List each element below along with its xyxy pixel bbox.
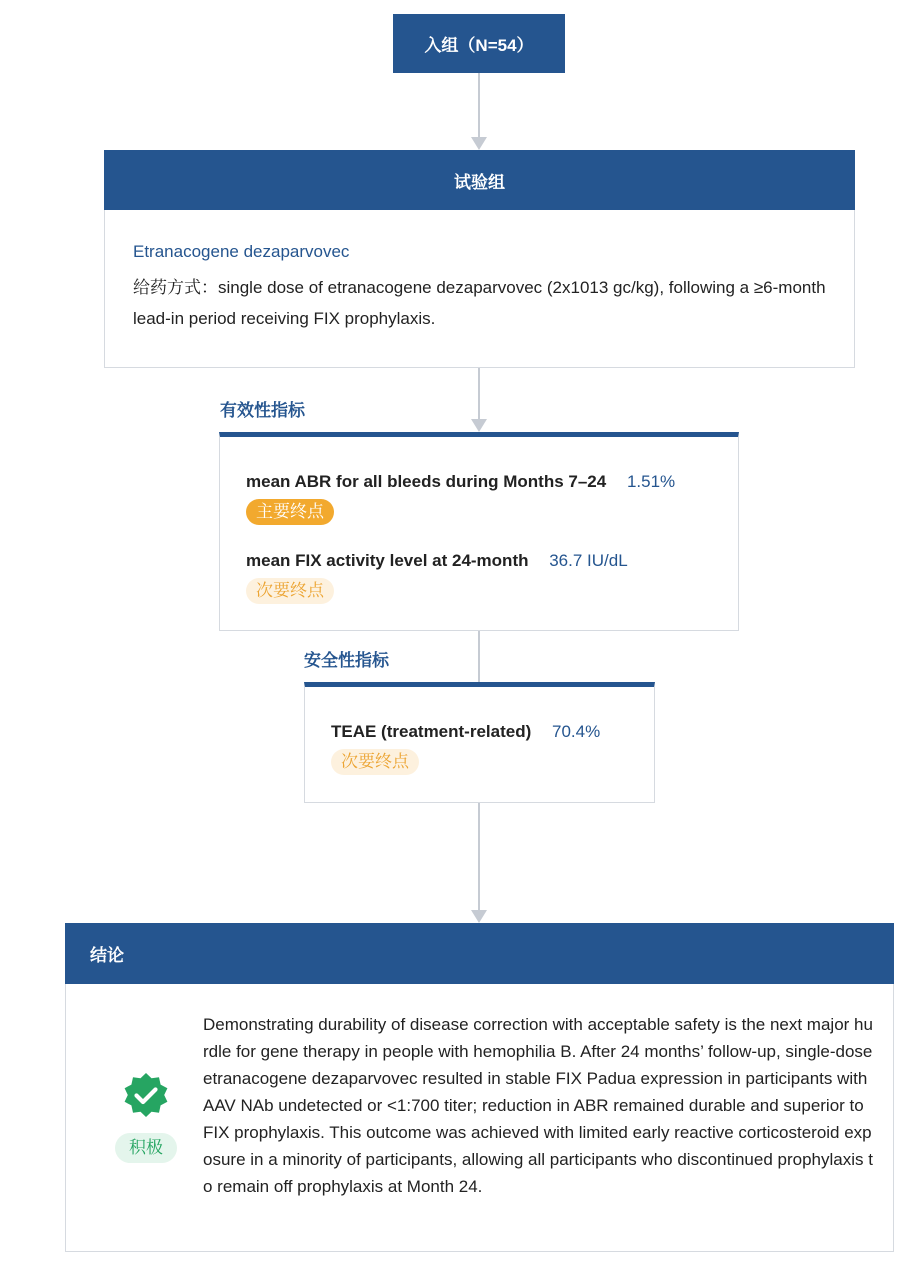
secondary-endpoint-tag: 次要终点 — [246, 578, 334, 604]
arrow-down-icon — [471, 137, 487, 150]
conclusion-title: 结论 — [90, 946, 124, 965]
enrollment-box — [393, 14, 565, 73]
efficacy-section-title: 有效性指标 — [220, 401, 305, 420]
enrollment-label: 入组（N=54） — [424, 36, 534, 55]
connector-enroll-to-group — [478, 73, 480, 137]
metric-name: mean ABR for all bleeds during Months 7–24 — [246, 472, 607, 491]
metric-value: 36.7 IU/dL — [549, 551, 628, 570]
primary-endpoint-tag: 主要终点 — [246, 499, 334, 525]
metric-value: 70.4% — [552, 722, 601, 741]
safety-metric-row — [331, 720, 600, 744]
conclusion-header — [65, 923, 894, 984]
efficacy-metric-row — [246, 470, 675, 494]
conclusion-body — [65, 984, 894, 1252]
safety-metrics-box — [304, 682, 655, 803]
safety-section-title: 安全性指标 — [304, 651, 389, 670]
connector-group-to-efficacy — [478, 368, 480, 419]
metric-name: TEAE (treatment-related) — [331, 722, 532, 741]
arrow-down-icon — [471, 910, 487, 923]
metric-value: 1.51% — [626, 472, 676, 491]
verified-badge-icon — [121, 1071, 171, 1121]
positive-result-badge: 积极 — [115, 1133, 177, 1163]
conclusion-text: Demonstrating durability of disease correction with acceptable safety is the next major hurdle for gene therapy in people with hemophilia B. After 24 months’ follow-up, single-dose etranacogene dezaparvovec resulted in stable FIX Padua expression in participants with AAV NAb undetected or <1:700 titer; reduction in ABR remained durable and superior to FIX prophylaxis. This outcome was achieved with limited early reactive corticosteroid exposure in a minority of participants, allowing all participants who discontinued prophylaxis to remain off prophylaxis at Month 24. — [203, 1015, 873, 1196]
test-group-title: 试验组 — [454, 172, 505, 192]
dosing-description: 给药方式：single dose of etranacogene dezaparvovec (2x1013 gc/kg), following a ≥6-month lead-in period receiving FIX prophylaxis. — [133, 278, 826, 328]
arrow-down-icon — [471, 419, 487, 432]
drug-name: Etranacogene dezaparvovec — [133, 242, 350, 261]
metric-name: mean FIX activity level at 24-month — [246, 551, 529, 570]
efficacy-metric-row — [246, 549, 628, 573]
connector-efficacy-to-safety — [478, 630, 480, 682]
secondary-endpoint-tag: 次要终点 — [331, 749, 419, 775]
efficacy-metrics-box — [219, 432, 739, 631]
connector-safety-to-conclusion — [478, 802, 480, 910]
test-group-header — [104, 150, 855, 210]
test-group-body — [104, 210, 855, 368]
